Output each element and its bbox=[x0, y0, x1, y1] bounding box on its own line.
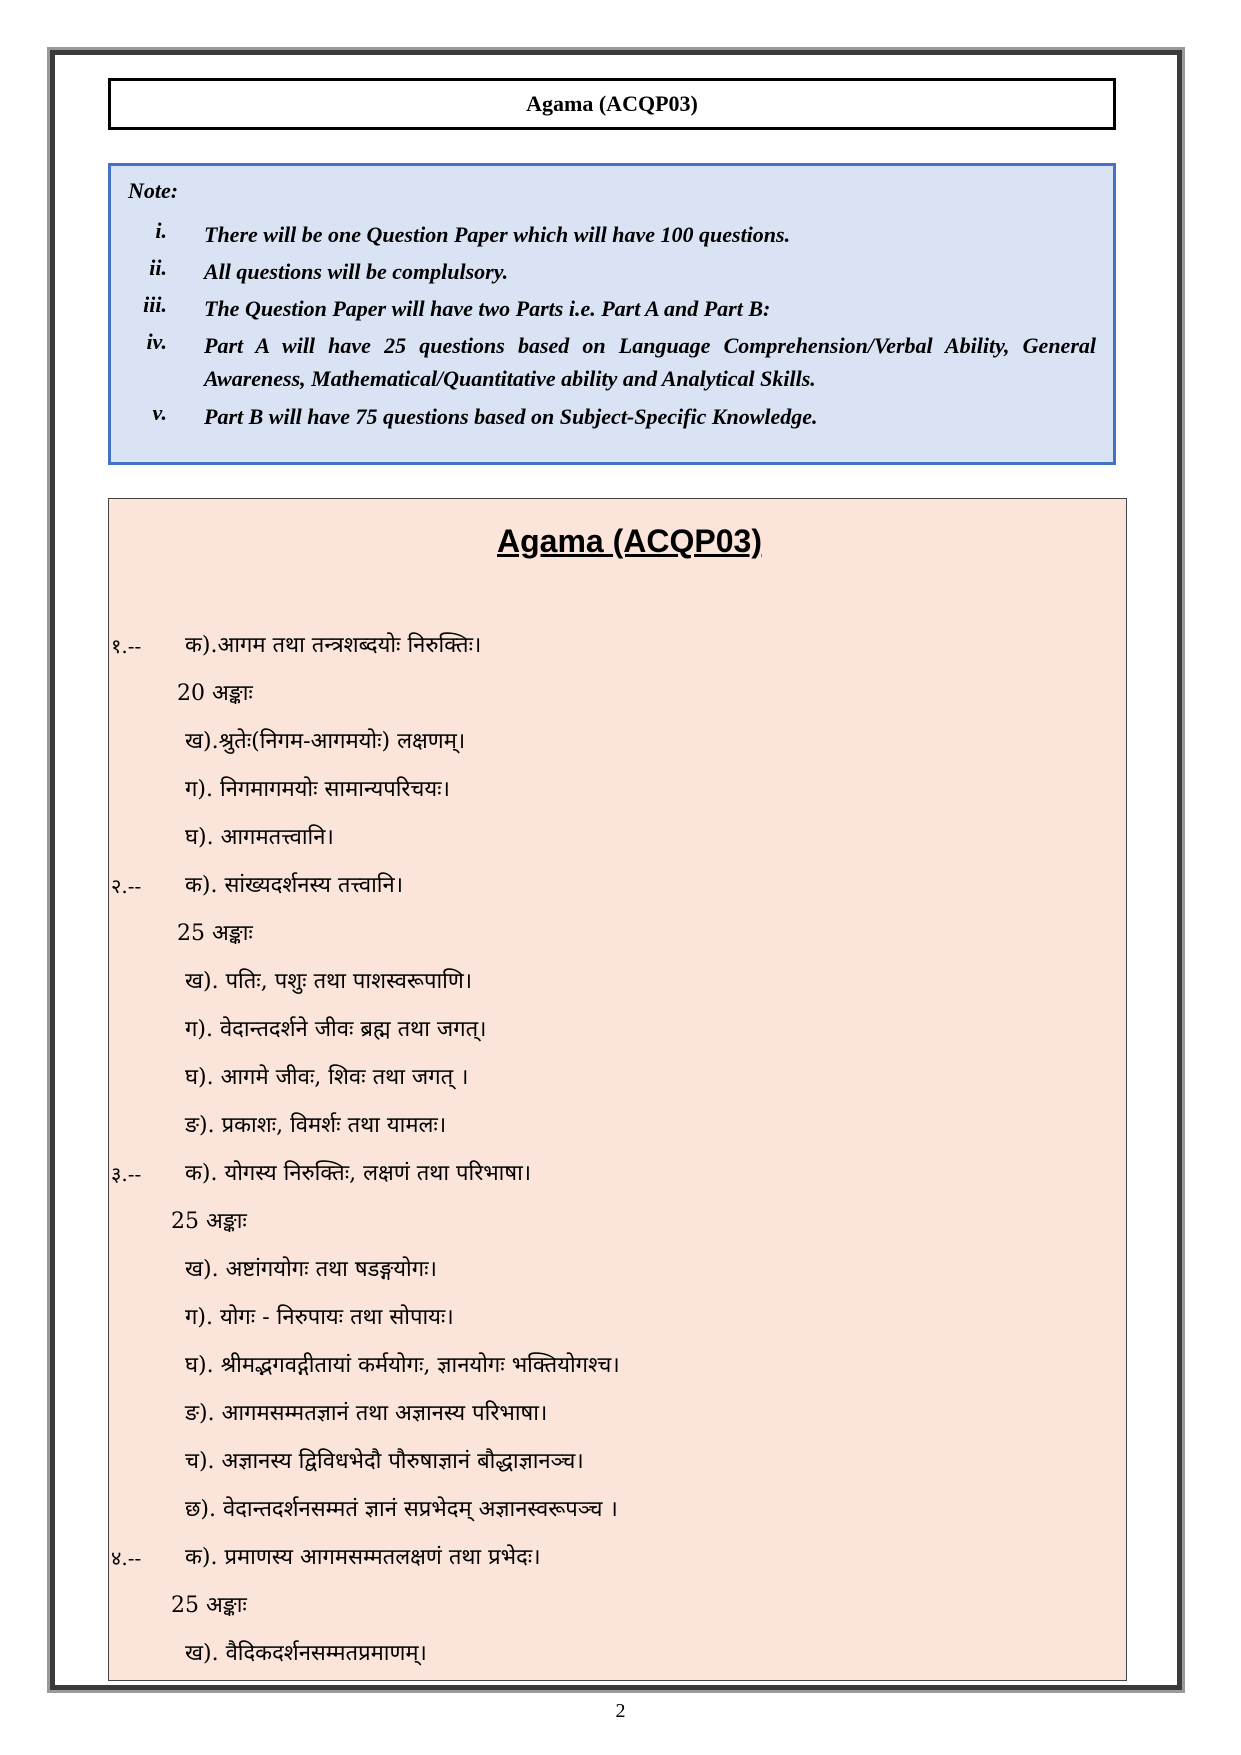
note-box bbox=[108, 163, 1116, 465]
note-item-number: ii. bbox=[149, 255, 167, 280]
syllabus-title: Agama (ACQP03) bbox=[497, 523, 762, 559]
topic-item: ग). योगः - निरुपायः तथा सोपायः। bbox=[185, 1305, 454, 1330]
syllabus-box bbox=[108, 498, 1127, 1681]
unit-number: ४.-- bbox=[111, 1546, 142, 1570]
topic-item: ख). वैदिकदर्शनसम्मतप्रमाणम्। bbox=[185, 1641, 427, 1666]
paper-title-box bbox=[108, 78, 1116, 130]
topic-item: च). अज्ञानस्य द्विविधभेदौ पौरुषाज्ञानं बौद्धाज्ञानञ्च। bbox=[185, 1449, 584, 1474]
paper-title: Agama (ACQP03) bbox=[526, 91, 698, 116]
topic-item: घ). श्रीमद्भगवद्गीतायां कर्मयोगः, ज्ञानयोगः भक्तियोगश्च। bbox=[185, 1353, 620, 1378]
page-number: 2 bbox=[615, 1700, 626, 1722]
topic-item: ङ). प्रकाशः, विमर्शः तथा यामलः। bbox=[185, 1113, 447, 1138]
unit-number: ३.-- bbox=[111, 1162, 142, 1186]
unit-marks: 25 अङ्काः bbox=[171, 1209, 247, 1234]
unit-marks: 25 अङ्काः bbox=[177, 921, 253, 946]
topic-item: क). प्रमाणस्य आगमसम्मतलक्षणं तथा प्रभेदः। bbox=[185, 1545, 541, 1570]
unit-marks: 20 अङ्काः bbox=[177, 681, 253, 706]
topic-item: ङ). आगमसम्मतज्ञानं तथा अज्ञानस्य परिभाषा। bbox=[185, 1401, 548, 1426]
note-item-text: The Question Paper will have two Parts i.e. Part A and Part B: bbox=[204, 296, 771, 321]
topic-item: क). योगस्य निरुक्तिः, लक्षणं तथा परिभाषा। bbox=[185, 1161, 532, 1186]
topic-item: ख).श्रुतेः(निगम-आगमयोः) लक्षणम्। bbox=[185, 729, 466, 754]
unit-number: २.-- bbox=[111, 874, 142, 898]
note-item-text: Part A will have 25 questions based on Language Comprehension/Verbal Ability, General Awareness, Mathematical/Quantitative ability and Analytical Skills. bbox=[204, 333, 1096, 391]
note-item-number: v. bbox=[152, 400, 167, 425]
note-item-number: iii. bbox=[143, 292, 167, 317]
topic-item: ग). निगमागमयोः सामान्यपरिचयः। bbox=[185, 777, 450, 802]
note-heading: Note: bbox=[128, 178, 179, 203]
topic-item: घ). आगमे जीवः, शिवः तथा जगत् । bbox=[185, 1065, 469, 1090]
unit-number: १.-- bbox=[111, 634, 142, 658]
note-item-text: All questions will be complulsory. bbox=[204, 259, 509, 284]
note-item-text: Part B will have 75 questions based on Subject-Specific Knowledge. bbox=[204, 404, 818, 429]
topic-item: छ). वेदान्तदर्शनसम्मतं ज्ञानं सप्रभेदम् अज्ञानस्वरूपञ्च । bbox=[185, 1497, 618, 1522]
topic-item: घ). आगमतत्त्वानि। bbox=[185, 825, 334, 850]
topic-item: ग). वेदान्तदर्शने जीवः ब्रह्म तथा जगत्। bbox=[185, 1017, 487, 1042]
unit-marks: 25 अङ्काः bbox=[171, 1593, 247, 1618]
topic-item: ख). अष्टांगयोगः तथा षडङ्गयोगः। bbox=[185, 1257, 437, 1282]
note-item-text: There will be one Question Paper which will have 100 questions. bbox=[204, 222, 791, 247]
topic-item: क).आगम तथा तन्त्रशब्दयोः निरुक्तिः। bbox=[185, 633, 482, 658]
topic-item: ख). पतिः, पशुः तथा पाशस्वरूपाणि। bbox=[185, 969, 473, 994]
topic-item: क). सांख्यदर्शनस्य तत्त्वानि। bbox=[185, 873, 404, 898]
note-item-number: i. bbox=[155, 218, 167, 243]
note-item-number: iv. bbox=[146, 329, 167, 354]
